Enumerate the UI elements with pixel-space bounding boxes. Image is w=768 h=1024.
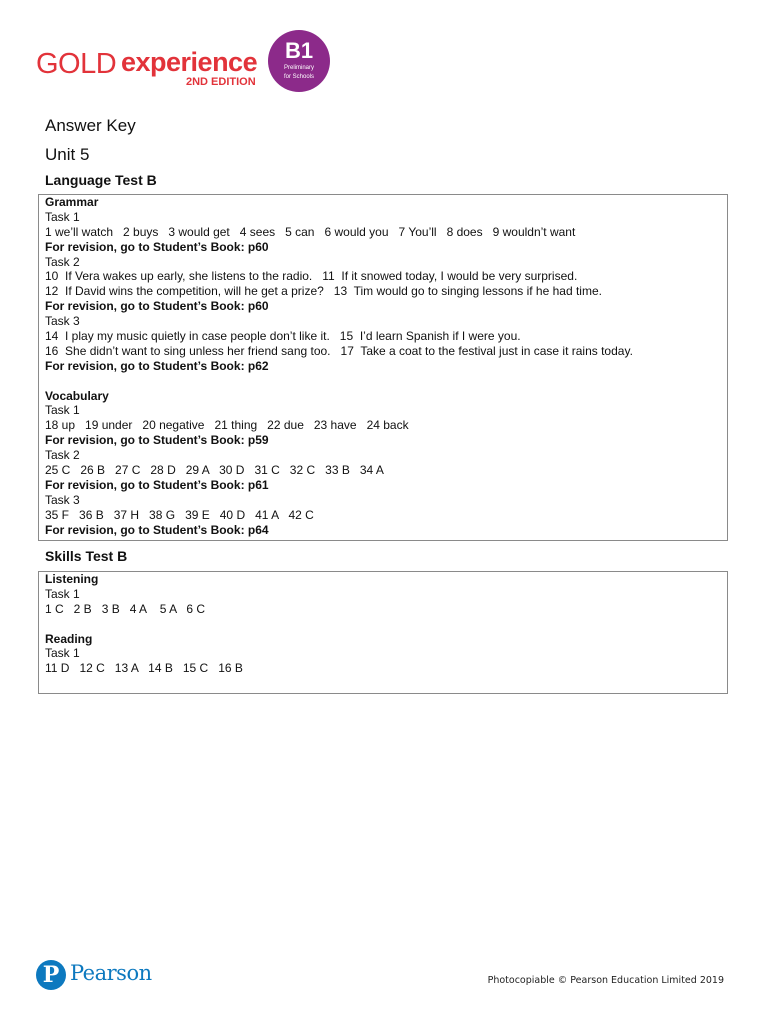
- spacer: [45, 374, 721, 389]
- section-label: For revision, go to Student’s Book: p60: [45, 299, 269, 314]
- answer-line: Task 2: [45, 448, 80, 463]
- spacer: [45, 617, 721, 632]
- answer-line: 10 If Vera wakes up early, she listens to the radio. 11 If it snowed today, I would be very surprised.: [45, 269, 578, 284]
- answer-line: 35 F 36 B 37 H 38 G 39 E 40 D 41 A 42 C: [45, 507, 314, 522]
- logo-experience-text: experience: [121, 47, 258, 77]
- gold-experience-logo: [36, 28, 336, 98]
- page-title: Answer Key: [45, 116, 136, 135]
- answer-line: 16 She didn’t want to sing unless her friend sang too. 17 Take a coat to the festival just in case it rains today.: [45, 343, 633, 358]
- level-badge-title: B1: [284, 38, 314, 63]
- section-label: Listening: [45, 572, 99, 586]
- answer-line: Task 2: [45, 254, 80, 269]
- logo-edition-text: 2ND EDITION: [186, 76, 256, 88]
- pearson-wordmark: Pearson: [70, 961, 152, 985]
- answer-line: 18 up 19 under 20 negative 21 thing 22 due 23 have 24 back: [45, 418, 409, 433]
- answer-line: Task 1: [45, 403, 80, 418]
- answer-line: Task 1: [45, 586, 80, 601]
- language-test-answers-box: [38, 194, 728, 541]
- skills-test-heading: Skills Test B: [45, 548, 128, 564]
- answer-line: Task 3: [45, 314, 80, 329]
- section-label: For revision, go to Student’s Book: p64: [45, 522, 269, 537]
- pearson-logo: [36, 960, 156, 996]
- unit-heading: Unit 5: [45, 145, 90, 164]
- logo-gold-text: GOLD: [36, 48, 117, 80]
- answer-line: Task 1: [45, 209, 80, 224]
- section-label: For revision, go to Student’s Book: p61: [45, 477, 269, 492]
- section-label: Grammar: [45, 195, 99, 209]
- section-label: For revision, go to Student’s Book: p59: [45, 433, 269, 448]
- answer-line: Task 3: [45, 492, 80, 507]
- level-badge-sub2: for Schools: [283, 74, 314, 80]
- answer-line: 14 I play my music quietly in case people don’t like it. 15 I’d learn Spanish if I were you.: [45, 329, 521, 344]
- skills-test-answers-box: [38, 571, 728, 694]
- answer-line: 11 D 12 C 13 A 14 B 15 C 16 B: [45, 661, 243, 676]
- answer-line: 25 C 26 B 27 C 28 D 29 A 30 D 31 C 32 C 33 B 34 A: [45, 463, 384, 478]
- level-badge-sub1: Preliminary: [283, 65, 314, 71]
- answer-line: 12 If David wins the competition, will he get a prize? 13 Tim would go to singing lessons if he had time.: [45, 284, 602, 299]
- level-badge: [268, 30, 330, 92]
- language-test-heading: Language Test B: [45, 172, 157, 188]
- section-label: For revision, go to Student’s Book: p62: [45, 358, 269, 373]
- section-label: For revision, go to Student’s Book: p60: [45, 239, 269, 254]
- section-label: Vocabulary: [45, 388, 109, 403]
- pearson-p-icon: P: [36, 960, 66, 990]
- section-label: Reading: [45, 631, 93, 646]
- answer-line: 1 C 2 B 3 B 4 A 5 A 6 C: [45, 601, 206, 616]
- answer-line: 1 we’ll watch 2 buys 3 would get 4 sees 5 can 6 would you 7 You’ll 8 does 9 wouldn’t want: [45, 224, 576, 239]
- copyright-footer: Photocopiable © Pearson Education Limited 2019: [487, 975, 724, 986]
- answer-line: Task 1: [45, 646, 80, 661]
